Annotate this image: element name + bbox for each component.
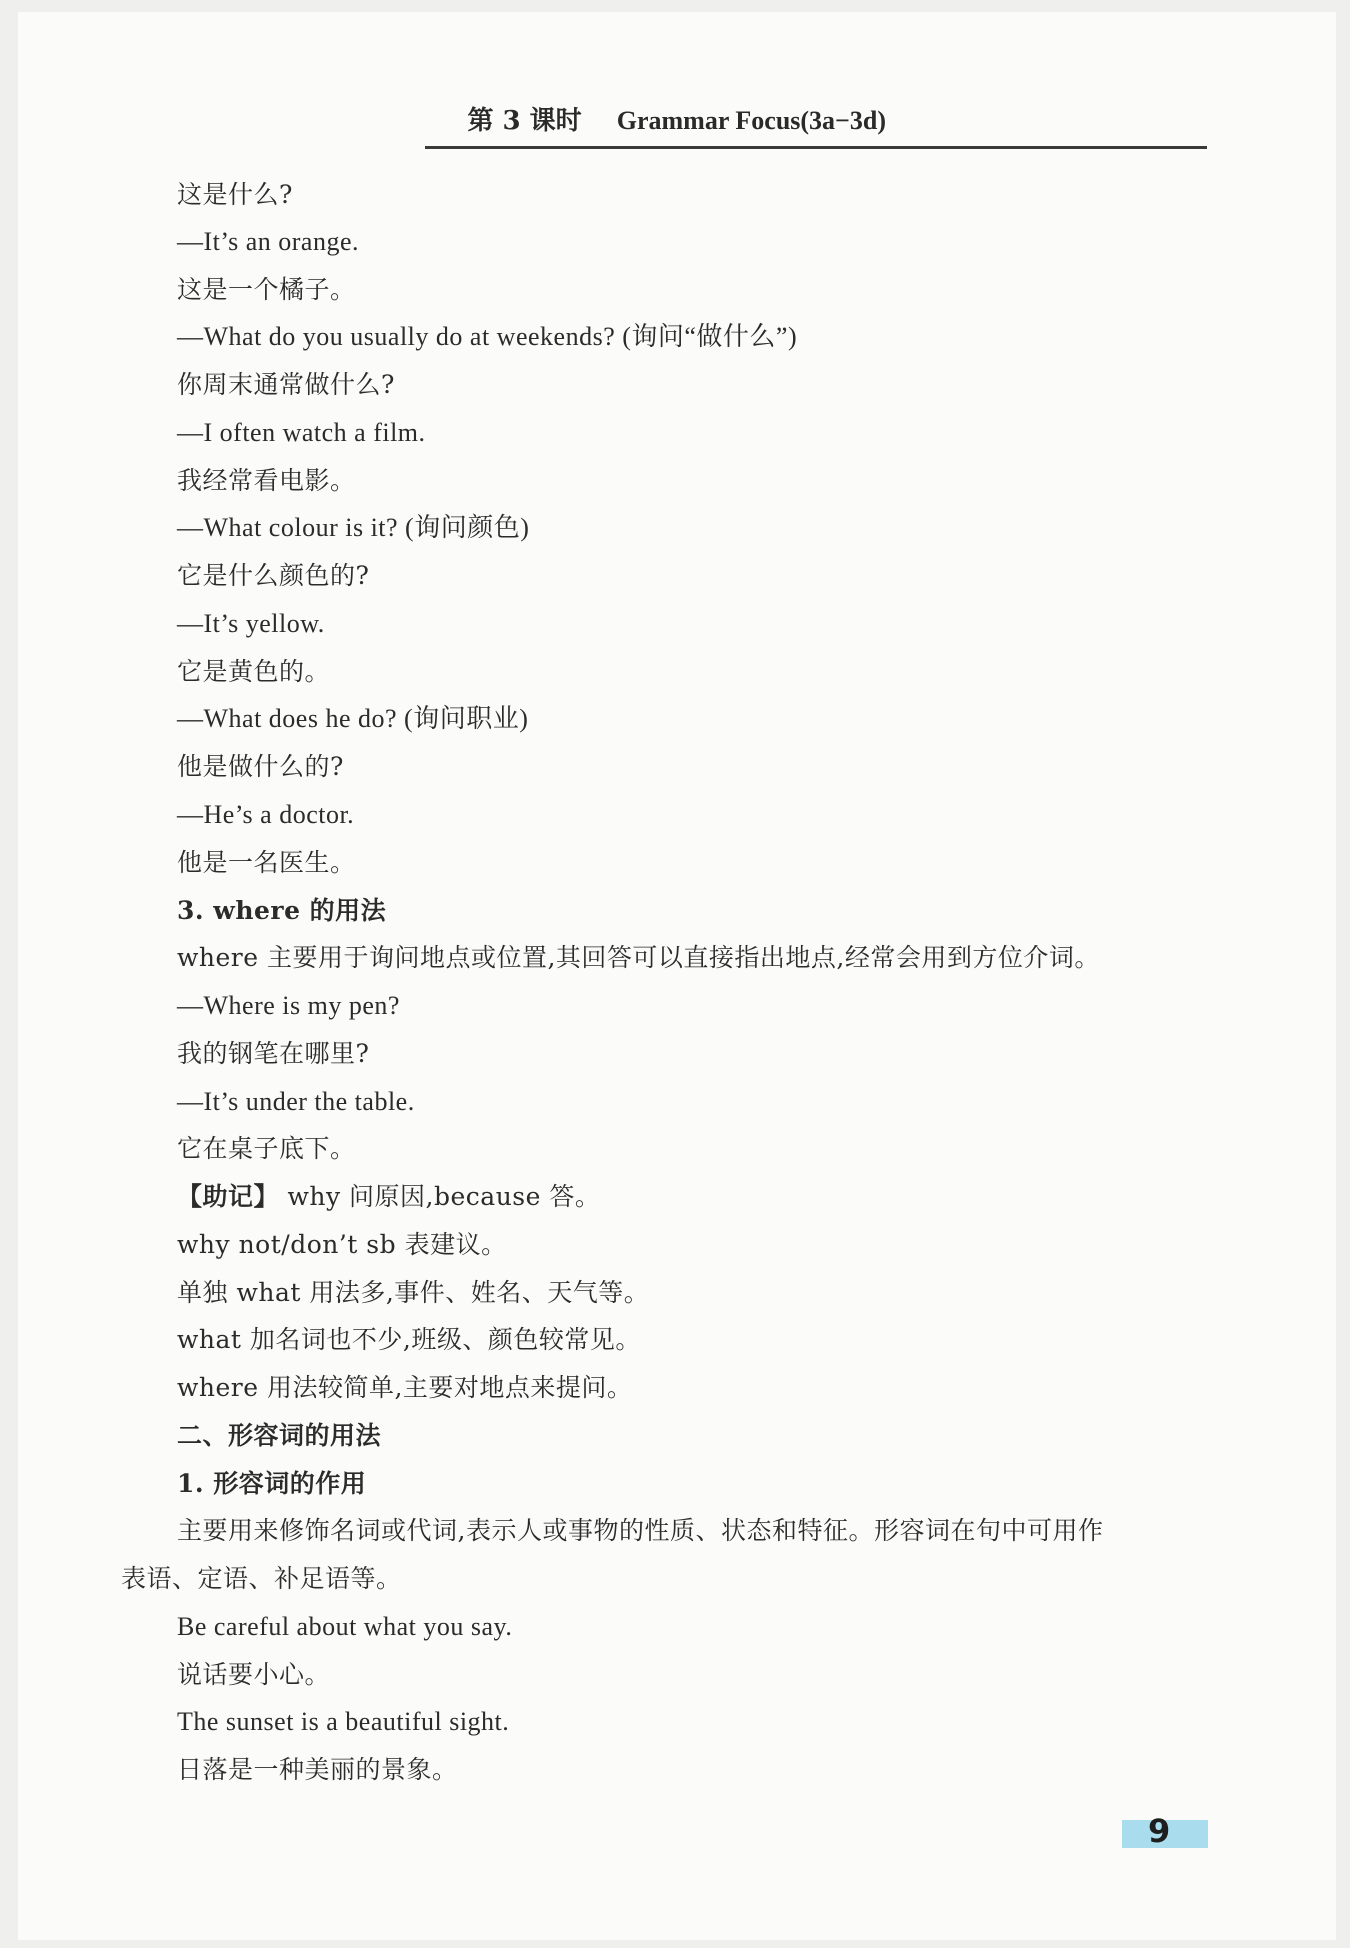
lesson-label: 第 3 课时 — [467, 106, 582, 136]
text-line: what 加名词也不少,班级、颜色较常见。 — [177, 1325, 641, 1354]
text-line: 他是一名医生。 — [177, 848, 356, 877]
mnemonic-line — [177, 1180, 600, 1214]
mnemonic-text: why 问原因,because 答。 — [287, 1182, 601, 1211]
topic-label: Grammar Focus(3a−3d) — [616, 106, 886, 135]
text-line: —It’s an orange. — [177, 227, 360, 256]
text-line: —It’s yellow. — [177, 609, 325, 638]
page-number-label: 9 — [1148, 1812, 1171, 1850]
text-line: The sunset is a beautiful sight. — [177, 1707, 510, 1736]
text-line: why not/don’t sb 表建议。 — [177, 1230, 507, 1259]
text-line: where 主要用于询问地点或位置,其回答可以直接指出地点,经常会用到方位介词。 — [177, 943, 1100, 972]
mnemonic-tag: 【助记】 — [177, 1182, 280, 1211]
text-line: —What does he do? (询问职业) — [177, 704, 529, 733]
text-line: —It’s under the table. — [177, 1087, 415, 1116]
text-line: —He’s a doctor. — [177, 800, 355, 829]
text-line: where 用法较简单,主要对地点来提问。 — [177, 1373, 633, 1402]
text-line: 这是一个橘子。 — [177, 275, 356, 304]
text-line: 它是黄色的。 — [177, 657, 331, 686]
text-line: 说话要小心。 — [177, 1660, 331, 1689]
section-heading: 1. 形容词的作用 — [177, 1469, 367, 1498]
text-line: 日落是一种美丽的景象。 — [177, 1755, 458, 1784]
text-line: 表语、定语、补足语等。 — [121, 1564, 402, 1593]
text-line: —Where is my pen? — [177, 991, 400, 1020]
text-line: 我的钢笔在哪里? — [177, 1039, 370, 1068]
text-line: Be careful about what you say. — [177, 1612, 513, 1641]
text-line: —What colour is it? (询问颜色) — [177, 513, 530, 542]
text-line: —What do you usually do at weekends? (询问“做什么”) — [177, 322, 798, 351]
section-heading: 3. where 的用法 — [177, 896, 387, 925]
text-line: 这是什么? — [177, 180, 293, 209]
text-line: 它在桌子底下。 — [177, 1134, 356, 1163]
text-line: 我经常看电影。 — [177, 466, 356, 495]
header-rule — [425, 146, 1207, 149]
page-number — [1122, 1812, 1208, 1850]
text-line: 你周末通常做什么? — [177, 370, 395, 399]
text-line: 主要用来修饰名词或代词,表示人或事物的性质、状态和特征。形容词在句中可用作 — [177, 1516, 1104, 1545]
text-line: —I often watch a film. — [177, 418, 426, 447]
running-head — [467, 100, 886, 137]
text-line: 它是什么颜色的? — [177, 561, 370, 590]
text-line: 单独 what 用法多,事件、姓名、天气等。 — [177, 1278, 650, 1307]
text-line: 他是做什么的? — [177, 752, 344, 781]
section-heading: 二、形容词的用法 — [177, 1421, 382, 1450]
